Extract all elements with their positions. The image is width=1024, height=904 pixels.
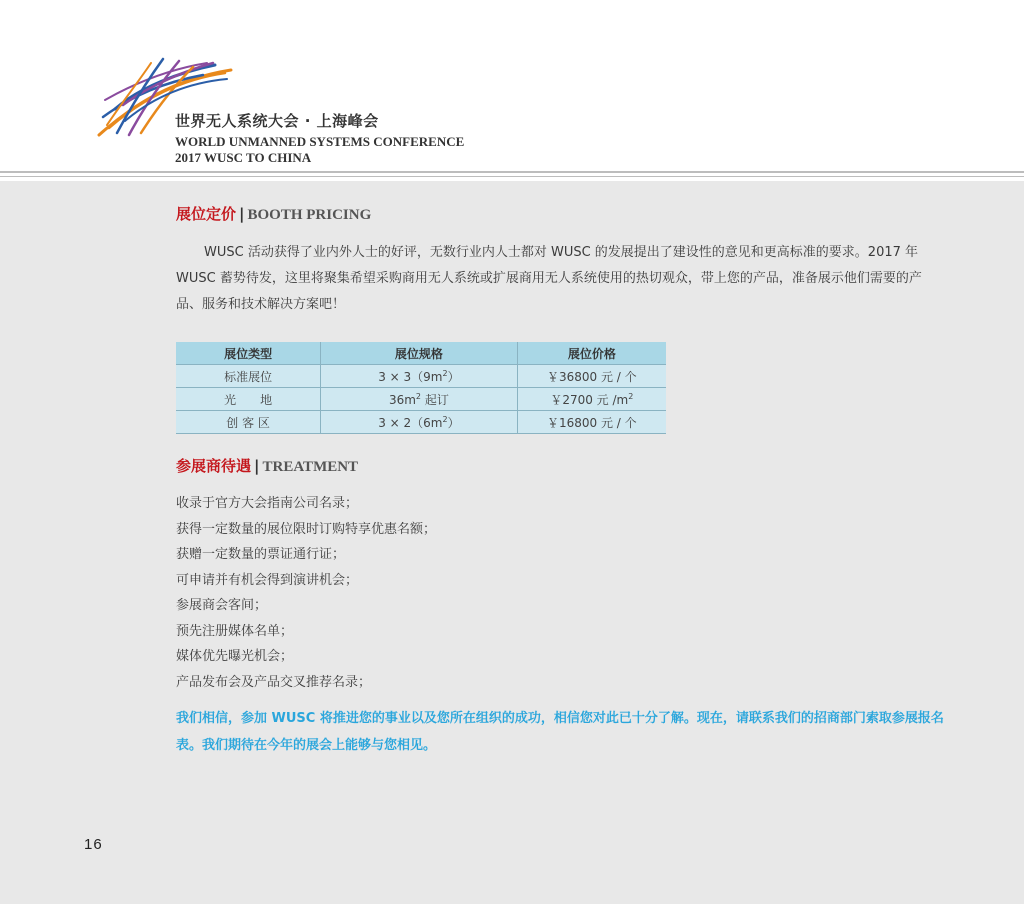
treatment-list [176, 491, 436, 695]
conference-title-cn: 世界无人系统大会 · 上海峰会 [175, 112, 379, 130]
list-item: 产品发布会及产品交叉推荐名录； [176, 674, 372, 690]
booth-type-cell: 光 地 [176, 388, 321, 411]
table-row [176, 365, 666, 388]
conference-title-en [175, 134, 464, 166]
header-divider [0, 171, 1024, 173]
treatment-heading [176, 455, 358, 476]
heading-separator: | [254, 457, 260, 475]
list-item: 获得一定数量的展位限时订购特享优惠名额； [176, 521, 437, 537]
booth-price-table [176, 342, 666, 434]
list-item: 参展商会客间； [176, 598, 268, 613]
booth-intro-paragraph: WUSC 活动获得了业内外人士的好评，无数行业内人士都对 WUSC 的发展提出了建设性的意见和更高标准的要求。2017 年 WUSC 蓄势待发，这里将聚集希望采购商用无人系统或扩展商用无人系统使用的热切观众，带上您的产品，准备展示他们需要的产品、服务和技术解决方案吧！ [176, 245, 922, 312]
booth-spec-cell: $3 \times 2(6m^2)$ [321, 411, 517, 434]
page-header [0, 0, 1024, 172]
booth-type-cell: 创 客 区 [176, 411, 321, 434]
conference-title-en-line1: WORLD UNMANNED SYSTEMS CONFERENCE [175, 134, 465, 149]
closing-statement: 我们相信，参加 WUSC 将推进您的事业以及您所在组织的成功，相信您对此已十分了解。现在，请联系我们的招商部门索取参展报名表。我们期待在今年的展会上能够与您相见。 [176, 711, 944, 753]
booth-price-cell: ￥36800 元 / 个 [517, 365, 666, 388]
treatment-title-en: TREATMENT [262, 459, 359, 475]
header-divider-thin [0, 176, 1024, 177]
heading-separator: | [239, 205, 245, 223]
booth-spec-cell: $3 \times 3(9m^2)$ [321, 365, 517, 388]
booth-pricing-heading [176, 203, 371, 224]
conference-title-en-line2: 2017 WUSC TO CHINA [175, 150, 312, 165]
list-item: 收录于官方大会指南公司名录； [176, 496, 359, 511]
booth-pricing-title-en: BOOTH PRICING [247, 207, 372, 223]
table-row [176, 388, 666, 411]
list-item: 获赠一定数量的票证通行证； [176, 547, 346, 562]
booth-type-cell: 标准展位 [176, 365, 321, 388]
list-item: 可申请并有机会得到演讲机会； [176, 572, 359, 588]
column-header-type: 展位类型 [176, 342, 321, 365]
column-header-spec: 展位规格 [321, 342, 517, 365]
column-header-price: 展位价格 [517, 342, 666, 365]
booth-pricing-title-cn: 展位定价 [176, 205, 237, 223]
list-item: 媒体优先曝光机会； [176, 649, 294, 664]
list-item: 预先注册媒体名单； [176, 623, 294, 639]
treatment-title-cn: 参展商待遇 [176, 457, 252, 475]
booth-price-cell: ￥16800 元 / 个 [517, 411, 666, 434]
table-row [176, 411, 666, 434]
page-number: 16 [84, 836, 103, 853]
table-header-row [176, 342, 666, 365]
booth-spec-cell: $36m^2$ 起订 [321, 388, 517, 411]
booth-price-cell: ￥2700 元 $/m^2$ [517, 388, 666, 411]
